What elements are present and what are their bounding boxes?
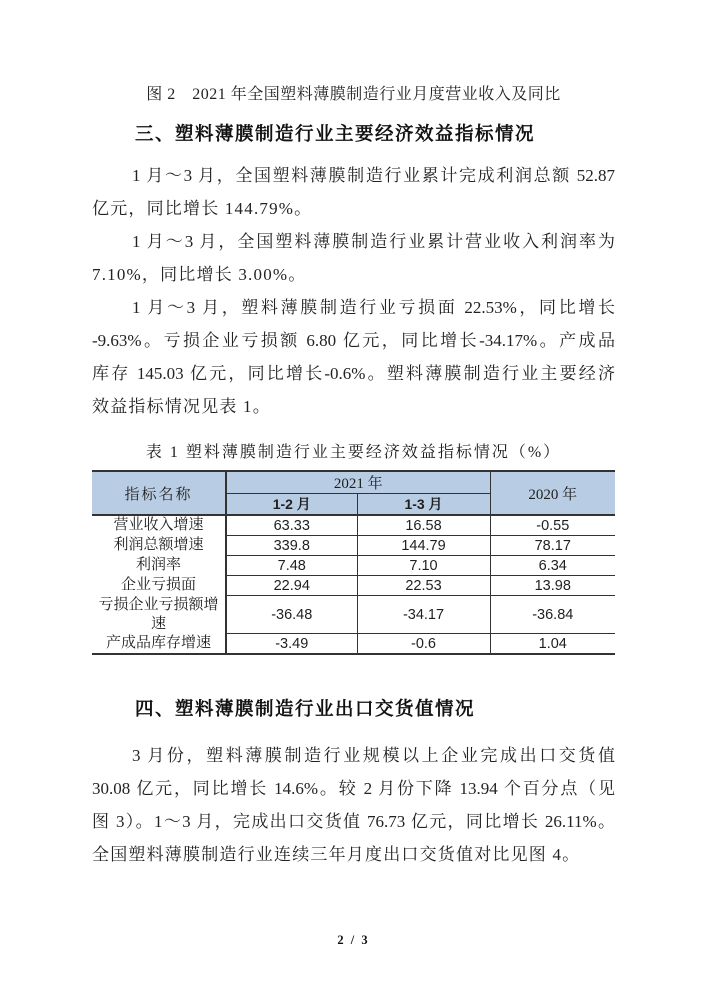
- paragraph-line: 3 月份，塑料薄膜制造行业规模以上企业完成出口交货值: [132, 746, 615, 765]
- table-row: [92, 576, 615, 596]
- section3-heading: 三、塑料薄膜制造行业主要经济效益指标情况: [135, 125, 536, 145]
- value-cell: 13.98: [490, 576, 615, 596]
- paragraph-line: 效益指标情况见表 1。: [92, 397, 271, 416]
- section4-heading: 四、塑料薄膜制造行业出口交货值情况: [135, 700, 476, 720]
- value-cell: 63.33: [226, 515, 357, 536]
- paragraph-line: 库存 145.03 亿元，同比增长-0.6%。塑料薄膜制造行业主要经济: [92, 364, 615, 383]
- table-row: [92, 596, 615, 634]
- row-label-cell: 利润总额增速: [113, 537, 204, 553]
- table-header-year-2020: 2020 年: [490, 471, 615, 515]
- section4-body: [92, 739, 615, 871]
- table-header-year-2021: 2021 年: [226, 471, 490, 494]
- value-cell: -0.55: [490, 515, 615, 536]
- table-row: [92, 556, 615, 576]
- paragraph-line: 亿元，同比增长 144.79%。: [92, 199, 313, 218]
- row-label-cell: 产成品库存增速: [92, 634, 226, 655]
- paragraph-line: 7.10%，同比增长 3.00%。: [92, 265, 307, 284]
- value-cell: 339.8: [226, 536, 357, 556]
- value-cell: 6.34: [490, 556, 615, 576]
- table-header-jan-feb: 1-2 月: [226, 494, 357, 516]
- table-row: [92, 515, 615, 536]
- value-cell: 7.48: [226, 556, 357, 576]
- value-cell: -34.17: [357, 596, 490, 634]
- value-cell: 16.58: [357, 515, 490, 536]
- row-label-cell: 利润率: [135, 557, 181, 573]
- paragraph: [92, 739, 615, 871]
- table-row: [92, 536, 615, 556]
- paragraph-line: 1 月～3 月，塑料薄膜制造行业亏损面 22.53%，同比增长: [132, 298, 615, 317]
- figure2-caption: 图 2 2021 年全国塑料薄膜制造行业月度营业收入及同比: [146, 86, 561, 103]
- value-cell: -0.6: [357, 634, 490, 655]
- paragraph-line: 30.08 亿元，同比增长 14.6%。较 2 月份下降 13.94 个百分点（见: [92, 779, 615, 798]
- paragraph-line: 1 月～3 月，全国塑料薄膜制造行业累计营业收入利润率为: [132, 232, 615, 251]
- row-label-cell: 营业收入增速: [113, 517, 204, 534]
- section3-body: [92, 159, 615, 423]
- paragraph-line: 1 月～3 月，全国塑料薄膜制造行业累计完成利润总额 52.87: [132, 166, 615, 185]
- table-header-row-1: [92, 471, 615, 494]
- value-cell: 22.53: [357, 576, 490, 596]
- value-cell: 1.04: [490, 634, 615, 655]
- table-row: [92, 634, 615, 655]
- paragraph-line: -9.63%。亏损企业亏损额 6.80 亿元，同比增长-34.17%。产成品: [92, 331, 615, 350]
- value-cell: 78.17: [490, 536, 615, 556]
- page-number: 2 / 3: [337, 933, 370, 947]
- paragraph: [92, 159, 615, 225]
- paragraph: [92, 225, 615, 291]
- table1-caption: 表 1 塑料薄膜制造行业主要经济效益指标情况（%）: [145, 444, 562, 461]
- indicators-table: [92, 470, 615, 655]
- paragraph-line: 全国塑料薄膜制造行业连续三年月度出口交货值对比见图 4。: [92, 845, 581, 864]
- row-label-cell: 亏损企业亏损额增速: [98, 596, 219, 632]
- value-cell: -36.48: [226, 596, 357, 634]
- row-label-cell: 企业亏损面: [120, 577, 196, 593]
- value-cell: 22.94: [226, 576, 357, 596]
- paragraph: [92, 291, 615, 423]
- table-header-indicator-name: 指标名称: [92, 471, 226, 515]
- table-header-jan-mar: 1-3 月: [357, 494, 490, 516]
- value-cell: 144.79: [357, 536, 490, 556]
- value-cell: -3.49: [226, 634, 357, 655]
- paragraph-line: 图 3）。1～3 月，完成出口交货值 76.73 亿元，同比增长 26.11%。: [92, 812, 615, 831]
- value-cell: -36.84: [490, 596, 615, 634]
- value-cell: 7.10: [357, 556, 490, 576]
